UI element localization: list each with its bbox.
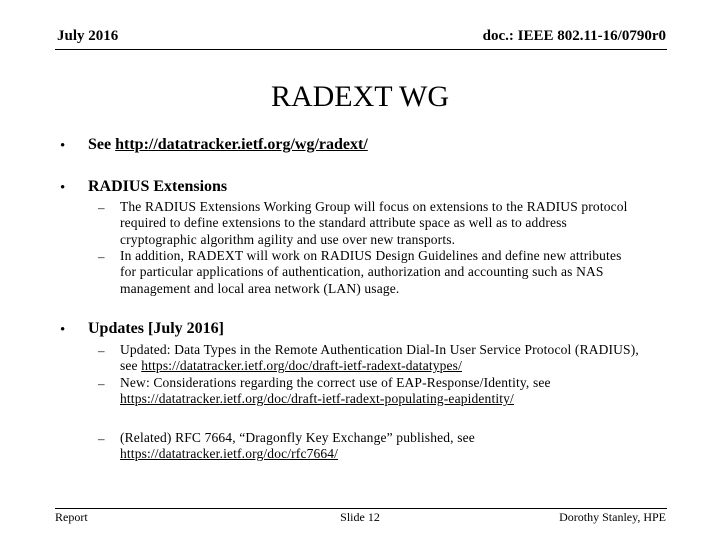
bullet-radius-extensions: RADIUS Extensions: [88, 178, 228, 195]
rfc7664-link[interactable]: https://datatracker.ietf.org/doc/rfc7664/: [120, 446, 339, 462]
sub-bullet-marker: –: [98, 376, 105, 391]
sub-bullet-text: In addition, RADEXT will work on RADIUS Design Guidelines and define new attributes for particular applications of authentication, authorization and accounting such as NAS management and local area network (LAN) usage.: [120, 248, 622, 296]
footer-author: Dorothy Stanley, HPE: [559, 510, 666, 524]
sub-bullet-marker: –: [98, 431, 105, 446]
sub-bullet-eapidentity: [120, 375, 640, 408]
bullet-updates: Updates [July 2016]: [88, 320, 225, 337]
header-divider: [55, 49, 667, 50]
sub-bullet-text: New: Considerations regarding the correct use of EAP-Response/Identity, see: [120, 375, 551, 390]
sub-bullet-marker: –: [98, 343, 105, 358]
slide-title: RADEXT WG: [270, 80, 450, 113]
sub-bullet-datatypes: [120, 342, 640, 375]
footer-slide-number: Slide 12: [340, 510, 380, 524]
header-doc-id: doc.: IEEE 802.11-16/0790r0: [482, 28, 666, 44]
sub-bullet-rfc7664: [120, 430, 640, 463]
bullet-see-link: [88, 136, 368, 154]
eapidentity-draft-link[interactable]: https://datatracker.ietf.org/doc/draft-ietf-radext-populating-eapidentity/: [120, 391, 514, 407]
bullet-marker: •: [60, 138, 66, 154]
bullet-lead-text: See: [88, 136, 116, 153]
header-date: July 2016: [57, 28, 119, 44]
sub-bullet-text: The RADIUS Extensions Working Group will focus on extensions to the RADIUS protocol required to define extensions to the standard attribute space as well as to address cryptographic algorithm agility and use over new transports.: [120, 199, 628, 247]
bullet-marker: •: [60, 180, 66, 196]
sub-bullet-marker: –: [98, 249, 105, 264]
footer-report: Report: [55, 510, 88, 524]
sub-bullet-marker: –: [98, 200, 105, 215]
sub-bullet-text: Updated: Data Types in the Remote Authentication Dial-In User Service Protocol (RADIUS), see: [120, 342, 639, 374]
sub-bullet-text: (Related) RFC 7664, “Dragonfly Key Exchange” published, see: [120, 430, 475, 445]
bullet-marker: •: [60, 322, 66, 338]
footer-divider: [55, 508, 667, 509]
radext-wg-link[interactable]: http://datatracker.ietf.org/wg/radext/: [115, 136, 368, 153]
datatypes-draft-link[interactable]: https://datatracker.ietf.org/doc/draft-ietf-radext-datatypes/: [141, 358, 462, 374]
